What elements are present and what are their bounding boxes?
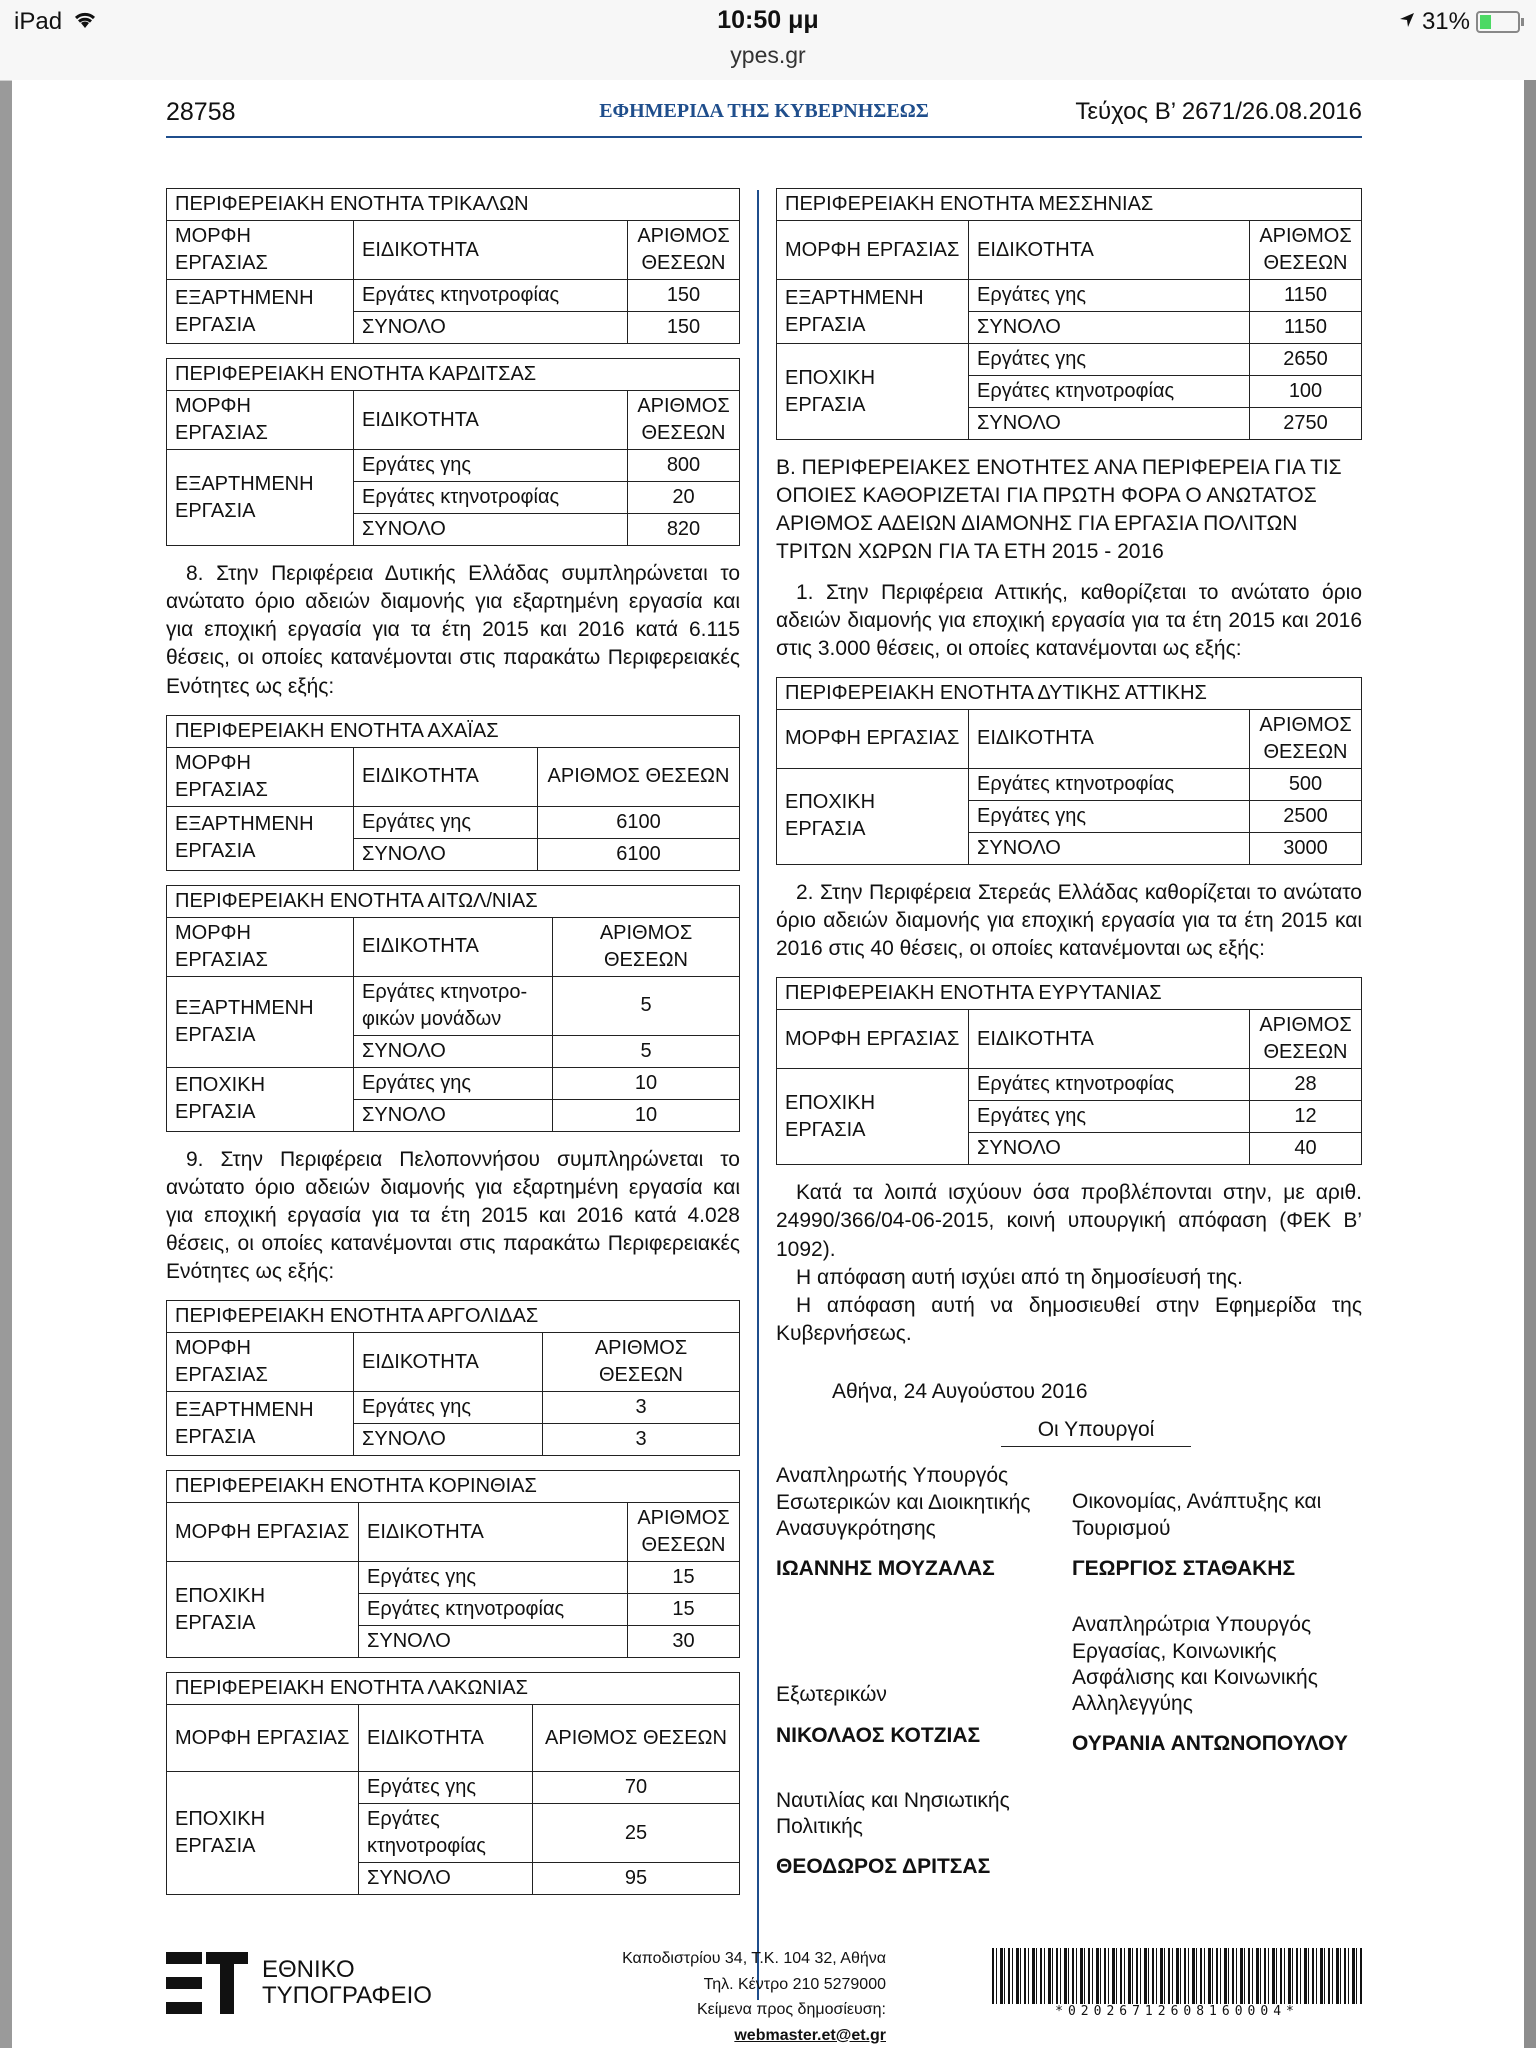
header-cell: ΜΟΡΦΗ ΕΡΓΑΣΙΑΣ xyxy=(167,1503,359,1562)
header-cell: ΕΙΔΙΚΟΤΗΤΑ xyxy=(354,747,538,806)
header-cell: ΑΡΙΘΜΟΣ ΘΕΣΕΩΝ xyxy=(1250,221,1362,280)
header-cell: ΕΙΔΙΚΟΤΗΤΑ xyxy=(359,1503,628,1562)
specialty-cell: Εργάτες κτηνοτρο- φικών μονάδων xyxy=(354,976,553,1035)
specialty-cell: ΣΥΝΟΛΟ xyxy=(359,1626,628,1658)
table-title: ΠΕΡΙΦΕΡΕΙΑΚΗ ΕΝΟΤΗΤΑ ΑΡΓΟΛΙΔΑΣ xyxy=(167,1301,740,1333)
header-cell: ΕΙΔΙΚΟΤΗΤΑ xyxy=(354,917,553,976)
table-messinia xyxy=(776,188,1362,440)
status-right xyxy=(1398,8,1520,36)
page-number: 28758 xyxy=(166,98,236,126)
paragraph-8: 8. Στην Περιφέρεια Δυτικής Ελλάδας συμπληρώνεται το ανώτατο όριο αδειών διαμονής για εξαρτημένη εργασία και για εποχική εργασία για τα έτη 2015 και 2016 κατά 6.115 θέσεις, οι οποίες κατανέμονται στις παρακάτω Περιφερειακές Ενότητες ως εξής: xyxy=(166,562,740,698)
value-cell: 95 xyxy=(533,1863,740,1895)
value-cell: 2750 xyxy=(1250,408,1362,440)
email-link[interactable]: webmaster.et@et.gr xyxy=(734,2026,886,2044)
logo-text: ΕΘΝΙΚΟ ΤΥΠΟΓΡΑΦΕΙΟ xyxy=(262,1955,432,2009)
specialty-cell: ΣΥΝΟΛΟ xyxy=(969,832,1250,864)
header-cell: ΕΙΔΙΚΟΤΗΤΑ xyxy=(969,221,1250,280)
specialty-cell: ΣΥΝΟΛΟ xyxy=(354,312,628,344)
clock: 10:50 μμ xyxy=(717,6,819,34)
form-cell: ΕΠΟΧΙΚΗ ΕΡΓΑΣΙΑ xyxy=(167,1562,359,1658)
value-cell: 500 xyxy=(1250,768,1362,800)
table-dytiki-attiki xyxy=(776,677,1362,865)
closing-paragraph-2: Η απόφαση αυτή ισχύει από τη δημοσίευσή της. xyxy=(796,1265,1243,1289)
value-cell: 40 xyxy=(1250,1133,1362,1165)
value-cell: 30 xyxy=(628,1626,740,1658)
header-cell: ΑΡΙΘΜΟΣ ΘΕΣΕΩΝ xyxy=(543,1333,740,1392)
value-cell: 150 xyxy=(628,312,740,344)
location-arrow-icon xyxy=(1398,8,1416,36)
signature-title: Αναπληρωτής Υπουργός Εσωτερικών και Διοικητικής Ανασυγκρότησης xyxy=(776,1464,1031,1540)
value-cell: 2500 xyxy=(1250,800,1362,832)
signature-name: ΘΕΟΔΩΡΟΣ ΔΡΙΤΣΑΣ xyxy=(776,1855,991,1878)
specialty-cell: Εργάτες κτηνοτροφίας xyxy=(359,1594,628,1626)
form-cell: ΕΠΟΧΙΚΗ ΕΡΓΑΣΙΑ xyxy=(777,768,969,864)
table-korinthia xyxy=(166,1470,740,1658)
value-cell: 1150 xyxy=(1250,280,1362,312)
header-cell: ΕΙΔΙΚΟΤΗΤΑ xyxy=(354,1333,543,1392)
left-column xyxy=(166,188,740,1909)
battery-icon xyxy=(1476,11,1520,33)
signatures xyxy=(776,1463,1362,1880)
value-cell: 5 xyxy=(553,976,740,1035)
footer-address: Καποδιστρίου 34, Τ.Κ. 104 32, Αθήνα xyxy=(622,1950,886,1967)
value-cell: 3 xyxy=(543,1424,740,1456)
specialty-cell: ΣΥΝΟΛΟ xyxy=(354,1099,553,1131)
form-cell: ΕΞΑΡΤΗΜΕΝΗ ΕΡΓΑΣΙΑ xyxy=(167,1392,354,1456)
value-cell: 6100 xyxy=(538,806,740,838)
device-label: iPad xyxy=(14,8,63,35)
header-cell: ΜΟΡΦΗ ΕΡΓΑΣΙΑΣ xyxy=(777,709,969,768)
header-cell: ΜΟΡΦΗ ΕΡΓΑΣΙΑΣ xyxy=(167,221,354,280)
closing-paragraph-3: Η απόφαση αυτή να δημοσιευθεί στην Εφημερίδα της Κυβερνήσεως. xyxy=(776,1293,1362,1345)
table-title: ΠΕΡΙΦΕΡΕΙΑΚΗ ΕΝΟΤΗΤΑ ΤΡΙΚΑΛΩΝ xyxy=(167,189,740,221)
table-karditsa xyxy=(166,358,740,546)
table-achaia xyxy=(166,715,740,871)
table-argolida xyxy=(166,1300,740,1456)
specialty-cell: Εργάτες γης xyxy=(354,1067,553,1099)
form-cell: ΕΞΑΡΤΗΜΕΝΗ ΕΡΓΑΣΙΑ xyxy=(167,280,354,344)
signing-date: Αθήνα, 24 Αυγούστου 2016 xyxy=(832,1380,1088,1403)
specialty-cell: Εργάτες γης xyxy=(969,1101,1250,1133)
right-column xyxy=(776,188,1362,1880)
table-title: ΠΕΡΙΦΕΡΕΙΑΚΗ ΕΝΟΤΗΤΑ ΑΧΑΪΑΣ xyxy=(167,715,740,747)
header-cell: ΑΡΙΘΜΟΣ ΘΕΣΕΩΝ xyxy=(1250,709,1362,768)
value-cell: 20 xyxy=(628,482,740,514)
signature-name: ΟΥΡΑΝΙΑ ΑΝΤΩΝΟΠΟΥΛΟΥ xyxy=(1072,1732,1348,1756)
form-cell: ΕΠΟΧΙΚΗ ΕΡΓΑΣΙΑ xyxy=(167,1772,359,1895)
value-cell: 10 xyxy=(553,1067,740,1099)
signature-title: Οικονομίας, Ανάπτυξης και Τουρισμού xyxy=(1072,1490,1322,1540)
page-edge-shadow xyxy=(1524,80,1536,2048)
table-aitoloakarnania xyxy=(166,885,740,1132)
specialty-cell: ΣΥΝΟΛΟ xyxy=(969,1133,1250,1165)
specialty-cell: Εργάτες γης xyxy=(969,800,1250,832)
paragraph-9: 9. Στην Περιφέρεια Πελοποννήσου συμπληρώνεται το ανώτατο όριο αδειών διαμονής για εξαρτημένη εργασία και για εποχική εργασία για τα έτη 2015 και 2016 κατά 4.028 θέσεις, οι οποίες κατανέμονται στις παρακάτω Περιφερειακές Ενότητες ως εξής: xyxy=(166,1147,740,1284)
specialty-cell: ΣΥΝΟΛΟ xyxy=(354,514,628,546)
battery-percent: 31% xyxy=(1421,8,1470,35)
value-cell: 15 xyxy=(628,1562,740,1594)
value-cell: 15 xyxy=(628,1594,740,1626)
value-cell: 150 xyxy=(628,280,740,312)
specialty-cell: Εργάτες γης xyxy=(354,806,538,838)
specialty-cell: Εργάτες γης xyxy=(354,1392,543,1424)
table-title: ΠΕΡΙΦΕΡΕΙΑΚΗ ΕΝΟΤΗΤΑ ΛΑΚΩΝΙΑΣ xyxy=(167,1673,740,1705)
value-cell: 3000 xyxy=(1250,832,1362,864)
specialty-cell: Εργάτες γης xyxy=(354,450,628,482)
header-cell: ΕΙΔΙΚΟΤΗΤΑ xyxy=(969,709,1250,768)
barcode-number: *02026712608160004* xyxy=(1055,2004,1299,2019)
form-cell: ΕΠΟΧΙΚΗ ΕΡΓΑΣΙΑ xyxy=(777,344,969,440)
header-cell: ΜΟΡΦΗ ΕΡΓΑΣΙΑΣ xyxy=(167,1705,359,1772)
page-footer xyxy=(166,1942,1362,2044)
table-title: ΠΕΡΙΦΕΡΕΙΑΚΗ ΕΝΟΤΗΤΑ ΑΙΤΩΛ/ΝΙΑΣ xyxy=(167,885,740,917)
specialty-cell: Εργάτες γης xyxy=(969,280,1250,312)
header-cell: ΑΡΙΘΜΟΣ ΘΕΣΕΩΝ xyxy=(538,747,740,806)
page-header xyxy=(166,96,1362,138)
signature-title: Αναπληρώτρια Υπουργός Εργασίας, Κοινωνικής Ασφάλισης και Κοινωνικής Αλληλεγγύης xyxy=(1072,1613,1318,1715)
signature-title: Εξωτερικών xyxy=(776,1683,887,1707)
specialty-cell: ΣΥΝΟΛΟ xyxy=(354,1424,543,1456)
header-cell: ΑΡΙΘΜΟΣ ΘΕΣΕΩΝ xyxy=(628,391,740,450)
signature-4 xyxy=(1072,1582,1362,1757)
value-cell: 12 xyxy=(1250,1101,1362,1133)
specialty-cell: ΣΥΝΟΛΟ xyxy=(969,312,1250,344)
table-title: ΠΕΡΙΦΕΡΕΙΑΚΗ ΕΝΟΤΗΤΑ ΕΥΡΥΤΑΝΙΑΣ xyxy=(777,978,1362,1010)
closing-paragraph-1: Κατά τα λοιπά ισχύουν όσα προβλέπονται στην, με αριθ. 24990/366/04-06-2015, κοινή υπουργική απόφαση (ΦΕΚ Β’ 1092). xyxy=(776,1181,1362,1261)
paragraph-b2: 2. Στην Περιφέρεια Στερεάς Ελλάδας καθορίζεται το ανώτατο όριο αδειών διαμονής για εποχική εργασία για τα έτη 2015 και 2016 στις 40 θέσεις, οι οποίες κατανέμονται ως εξής: xyxy=(776,880,1362,961)
header-cell: ΑΡΙΘΜΟΣ ΘΕΣΕΩΝ xyxy=(1250,1010,1362,1069)
table-title: ΠΕΡΙΦΕΡΕΙΑΚΗ ΕΝΟΤΗΤΑ ΜΕΣΣΗΝΙΑΣ xyxy=(777,189,1362,221)
et-logo-icon xyxy=(166,1952,248,2014)
column-divider xyxy=(757,190,759,2000)
section-b-heading: Β. ΠΕΡΙΦΕΡΕΙΑΚΕΣ ΕΝΟΤΗΤΕΣ ΑΝΑ ΠΕΡΙΦΕΡΕΙΑ ΓΙΑ ΤΙΣ ΟΠΟΙΕΣ ΚΑΘΟΡΙΖΕΤΑΙ ΓΙΑ ΠΡΩΤΗ ΦΟΡΑ Ο ΑΝΩΤΑΤΟΣ ΑΡΙΘΜΟΣ ΑΔΕΙΩΝ ΔΙΑΜΟΝΗΣ ΓΙΑ ΕΡΓΑΣΙΑ ΠΟΛΙΤΩΝ ΤΡΙΤΩΝ ΧΩΡΩΝ ΓΙΑ ΤΑ ΕΤΗ 2015 - 2016 xyxy=(776,456,1342,564)
form-cell: ΕΞΑΡΤΗΜΕΝΗ ΕΡΓΑΣΙΑ xyxy=(777,280,969,344)
specialty-cell: ΣΥΝΟΛΟ xyxy=(354,838,538,870)
form-cell: ΕΞΑΡΤΗΜΕΝΗ ΕΡΓΑΣΙΑ xyxy=(167,976,354,1067)
form-cell: ΕΠΟΧΙΚΗ ΕΡΓΑΣΙΑ xyxy=(777,1069,969,1165)
footer-submit: Κείμενα προς δημοσίευση: webmaster.et@et.gr xyxy=(696,2001,886,2044)
value-cell: 800 xyxy=(628,450,740,482)
header-cell: ΑΡΙΘΜΟΣ ΘΕΣΕΩΝ xyxy=(533,1705,740,1772)
header-cell: ΕΙΔΙΚΟΤΗΤΑ xyxy=(359,1705,533,1772)
value-cell: 3 xyxy=(543,1392,740,1424)
table-title: ΠΕΡΙΦΕΡΕΙΑΚΗ ΕΝΟΤΗΤΑ ΚΑΡΔΙΤΣΑΣ xyxy=(167,359,740,391)
barcode-bars xyxy=(992,1948,1362,2004)
specialty-cell: Εργάτες κτηνοτροφίας xyxy=(354,280,628,312)
table-title: ΠΕΡΙΦΕΡΕΙΑΚΗ ΕΝΟΤΗΤΑ ΔΥΤΙΚΗΣ ΑΤΤΙΚΗΣ xyxy=(777,677,1362,709)
header-cell: ΑΡΙΘΜΟΣ ΘΕΣΕΩΝ xyxy=(553,917,740,976)
specialty-cell: Εργάτες κτηνοτροφίας xyxy=(969,768,1250,800)
paragraph-b1: 1. Στην Περιφέρεια Αττικής, καθορίζεται το ανώτατο όριο αδειών διαμονής για εποχική εργασία για τα έτη 2015 και 2016 στις 3.000 θέσεις, οι οποίες κατανέμονται ως εξής: xyxy=(776,580,1362,660)
header-cell: ΑΡΙΘΜΟΣ ΘΕΣΕΩΝ xyxy=(628,221,740,280)
barcode xyxy=(992,1948,1362,2018)
header-cell: ΜΟΡΦΗ ΕΡΓΑΣΙΑΣ xyxy=(167,1333,354,1392)
value-cell: 10 xyxy=(553,1099,740,1131)
form-cell: ΕΞΑΡΤΗΜΕΝΗ ΕΡΓΑΣΙΑ xyxy=(167,806,354,870)
value-cell: 2650 xyxy=(1250,344,1362,376)
value-cell: 820 xyxy=(628,514,740,546)
specialty-cell: ΣΥΝΟΛΟ xyxy=(354,1035,553,1067)
header-cell: ΜΟΡΦΗ ΕΡΓΑΣΙΑΣ xyxy=(777,221,969,280)
form-cell: ΕΠΟΧΙΚΗ ΕΡΓΑΣΙΑ xyxy=(167,1067,354,1131)
value-cell: 28 xyxy=(1250,1069,1362,1101)
header-cell: ΕΙΔΙΚΟΤΗΤΑ xyxy=(969,1010,1250,1069)
value-cell: 100 xyxy=(1250,376,1362,408)
signature-title: Ναυτιλίας και Νησιωτικής Πολιτικής xyxy=(776,1788,1010,1838)
specialty-cell: Εργάτες κτηνοτροφίας xyxy=(359,1804,533,1863)
table-trikala xyxy=(166,188,740,344)
ministers-label: Οι Υπουργοί xyxy=(1001,1416,1191,1447)
specialty-cell: Εργάτες γης xyxy=(359,1772,533,1804)
document-page[interactable] xyxy=(12,80,1524,2048)
header-cell: ΜΟΡΦΗ ΕΡΓΑΣΙΑΣ xyxy=(167,391,354,450)
address-bar[interactable]: ypes.gr xyxy=(730,42,806,68)
specialty-cell: ΣΥΝΟΛΟ xyxy=(359,1863,533,1895)
status-bar xyxy=(0,0,1536,81)
signature-3 xyxy=(776,1582,1072,1757)
form-cell: ΕΞΑΡΤΗΜΕΝΗ ΕΡΓΑΣΙΑ xyxy=(167,450,354,546)
gazette-title: ΕΦΗΜΕΡΙΔΑ ΤΗΣ ΚΥΒΕΡΝΗΣΕΩΣ xyxy=(599,100,929,122)
value-cell: 5 xyxy=(553,1035,740,1067)
value-cell: 25 xyxy=(533,1804,740,1863)
signature-2 xyxy=(1072,1463,1362,1582)
footer-phone: Τηλ. Κέντρο 210 5279000 xyxy=(703,1975,886,1993)
value-cell: 6100 xyxy=(538,838,740,870)
specialty-cell: Εργάτες κτηνοτροφίας xyxy=(969,376,1250,408)
header-cell: ΑΡΙΘΜΟΣ ΘΕΣΕΩΝ xyxy=(628,1503,740,1562)
value-cell: 70 xyxy=(533,1772,740,1804)
issue-number: Τεύχος Β’ 2671/26.08.2016 xyxy=(1075,98,1362,125)
header-cell: ΕΙΔΙΚΟΤΗΤΑ xyxy=(354,221,628,280)
table-evrytania xyxy=(776,977,1362,1165)
header-cell: ΜΟΡΦΗ ΕΡΓΑΣΙΑΣ xyxy=(777,1010,969,1069)
header-cell: ΜΟΡΦΗ ΕΡΓΑΣΙΑΣ xyxy=(167,747,354,806)
signature-5 xyxy=(776,1758,1072,1881)
value-cell: 1150 xyxy=(1250,312,1362,344)
specialty-cell: Εργάτες κτηνοτροφίας xyxy=(354,482,628,514)
header-cell: ΕΙΔΙΚΟΤΗΤΑ xyxy=(354,391,628,450)
signature-1 xyxy=(776,1463,1072,1582)
table-title: ΠΕΡΙΦΕΡΕΙΑΚΗ ΕΝΟΤΗΤΑ ΚΟΡΙΝΘΙΑΣ xyxy=(167,1471,740,1503)
header-cell: ΜΟΡΦΗ ΕΡΓΑΣΙΑΣ xyxy=(167,917,354,976)
specialty-cell: Εργάτες γης xyxy=(359,1562,628,1594)
et-logo xyxy=(166,1952,432,2014)
specialty-cell: ΣΥΝΟΛΟ xyxy=(969,408,1250,440)
specialty-cell: Εργάτες γης xyxy=(969,344,1250,376)
table-lakonia xyxy=(166,1672,740,1895)
footer-contact xyxy=(546,1946,886,2048)
signature-name: ΝΙΚΟΛΑΟΣ ΚΟΤΖΙΑΣ xyxy=(776,1723,981,1747)
signature-name: ΓΕΩΡΓΙΟΣ ΣΤΑΘΑΚΗΣ xyxy=(1072,1556,1296,1580)
signature-name: ΙΩΑΝΝΗΣ ΜΟΥΖΑΛΑΣ xyxy=(776,1557,995,1580)
specialty-cell: Εργάτες κτηνοτροφίας xyxy=(969,1069,1250,1101)
